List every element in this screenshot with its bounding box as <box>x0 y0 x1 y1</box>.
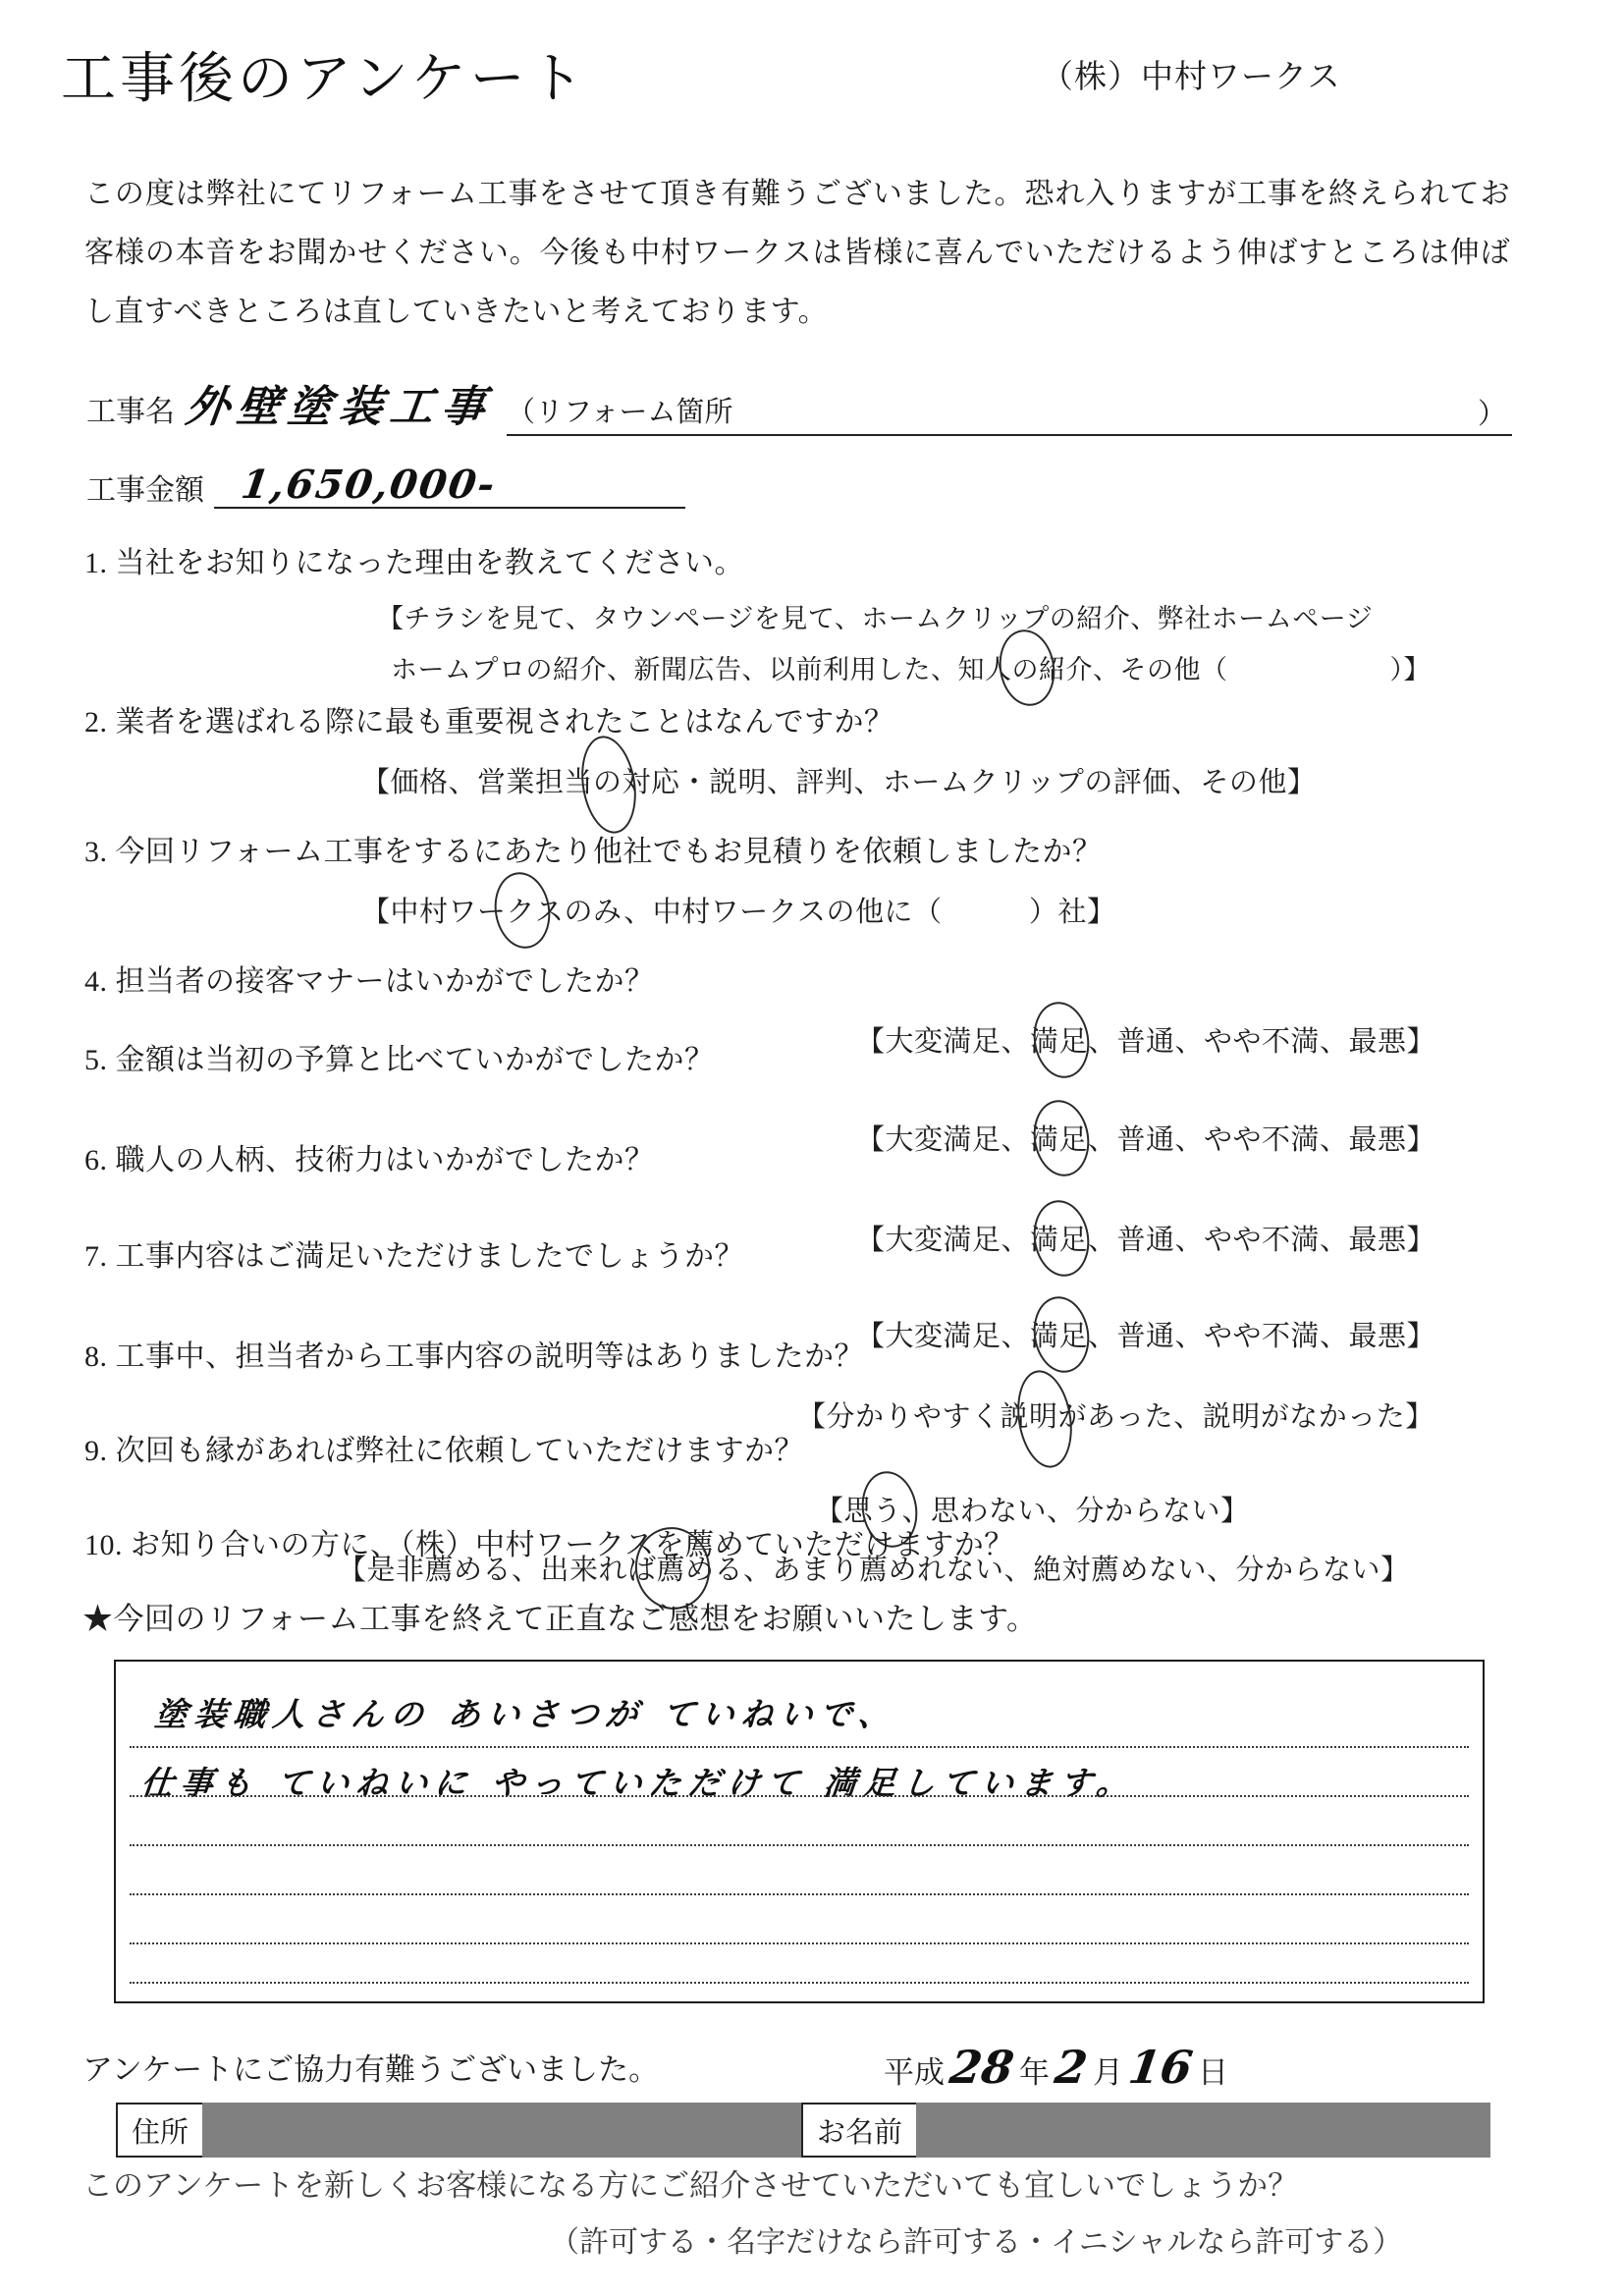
name-redacted-block <box>916 2103 1490 2158</box>
company-name: （株）中村ワークス <box>1041 60 1341 95</box>
question-1-options-b: 介、その他（ ）】 <box>1065 655 1431 684</box>
day-unit: 日 <box>1198 2055 1229 2090</box>
question-1-text: 当社をお知りになった理由を教えてください。 <box>115 547 744 579</box>
question-1-options-line-1[interactable]: 【チラシを見て、タウンページを見て、ホームクリップの紹介、弊社ホームページ <box>377 604 1374 633</box>
question-8-text: 工事中、担当者から工事内容の説明等はありましたか？ <box>115 1340 864 1373</box>
question-9-options-a: 【思 <box>815 1496 874 1527</box>
question-8-number: 8. <box>84 1340 108 1373</box>
question-2-text: 業者を選ばれる際に最も重要視されたことはなんですか？ <box>115 706 894 738</box>
question-7-answer-circle: 満足 <box>1030 1314 1088 1354</box>
question-3-answer-circle: ク <box>507 890 536 930</box>
question-3 <box>84 827 1103 870</box>
question-4-text: 担当者の接客マナーはいかがでしたか？ <box>115 965 655 998</box>
question-1-number: 1. <box>84 547 108 579</box>
question-7 <box>84 1231 744 1275</box>
page-title: 工事後のアンケート <box>61 49 588 110</box>
question-6-text: 職人の人柄、技術力はいかがでしたか？ <box>115 1144 655 1176</box>
month-unit: 月 <box>1093 2055 1124 2090</box>
question-10-number: 10. <box>84 1529 123 1561</box>
question-10-text: お知り合いの方に、（株）中村ワークスを薦めていただけますか？ <box>131 1529 1014 1561</box>
question-6-answer-circle: 満足 <box>1030 1218 1088 1258</box>
amount-underline <box>214 462 685 509</box>
project-name-field <box>86 371 1512 436</box>
question-5-text: 金額は当初の予算と比べていかがでしたか？ <box>115 1044 715 1076</box>
free-comment-prompt: ★今回のリフォーム工事を終えて正直なご感想をお願いいたします。 <box>82 1602 1038 1636</box>
question-6 <box>84 1135 655 1178</box>
question-3-options-a: 【中村ワー <box>361 897 507 928</box>
year-unit: 年 <box>1019 2055 1051 2090</box>
question-2-options[interactable] <box>361 760 1316 800</box>
free-comment-line-2: 仕事も ていねいに やっていただけて 満足しています。 <box>138 1764 1138 1802</box>
amount-value: 1,650,000- <box>238 462 500 508</box>
question-4 <box>84 957 655 1000</box>
question-7-number: 7. <box>84 1240 108 1273</box>
question-1-options-a: ホームプロの紹介、新聞広告、以前利用した、知 <box>391 655 985 684</box>
date-field <box>884 2041 1228 2094</box>
question-3-text: 今回リフォーム工事をするにあたり他社でもお見積りを依頼しましたか？ <box>115 836 1103 868</box>
question-9-number: 9. <box>84 1435 108 1467</box>
question-5-rating-options[interactable]: 【大変満足、満足、普通、やや不満、最悪】 <box>856 1118 1435 1158</box>
question-9-options-b: 、思わない、分からない】 <box>901 1496 1250 1527</box>
address-redacted-block <box>202 2103 801 2158</box>
name-label: お名前 <box>801 2103 916 2158</box>
question-3-options-b: スのみ、中村ワークスの他に（ ）社】 <box>535 897 1116 928</box>
question-7-rating-options[interactable]: 【大変満足、満足、普通、やや不満、最悪】 <box>856 1314 1435 1354</box>
question-7-text: 工事内容はご満足いただけましたでしょうか？ <box>115 1240 744 1273</box>
thanks-message: アンケートにご協力有難うございました。 <box>82 2052 660 2087</box>
comment-rule <box>130 1795 1469 1797</box>
question-5-number: 5. <box>84 1044 108 1076</box>
question-6-number: 6. <box>84 1144 108 1176</box>
project-name-value: 外壁塗装工事 <box>183 382 496 432</box>
era-label: 平成 <box>884 2055 945 2090</box>
question-10-answer-circle: 薦 <box>657 1548 686 1588</box>
question-9-text: 次回も縁があれば弊社に依頼していただけますか？ <box>115 1435 804 1467</box>
question-8-options-b: があった、説明がなかった】 <box>1057 1401 1434 1433</box>
comment-rule <box>130 1942 1469 1944</box>
amount-field <box>86 462 685 509</box>
free-comment-box[interactable] <box>114 1660 1485 2003</box>
question-1-options-line-2[interactable] <box>391 648 1431 686</box>
consent-question: このアンケートを新しくお客様になる方にご紹介させていただいても宜しいでしょうか？ <box>82 2168 1299 2203</box>
free-comment-line-1: 塗装職人さんの あいさつが ていねいで、 <box>152 1695 900 1733</box>
question-1 <box>84 538 744 581</box>
comment-rule <box>130 1844 1469 1846</box>
project-name-label: 工事名 <box>86 396 175 428</box>
question-2-options-a: 【価格、営業担当 <box>361 767 594 798</box>
question-10-options[interactable] <box>338 1548 1410 1588</box>
address-label: 住所 <box>116 2103 202 2158</box>
question-9 <box>84 1426 804 1469</box>
project-location-note: （リフォーム箇所 <box>507 397 733 428</box>
project-name-underline <box>507 387 1512 436</box>
question-1-answer-circle: 人の紹 <box>985 648 1066 686</box>
question-2-options-b: 対応・説明、評判、ホームクリップの評価、その他】 <box>622 767 1317 798</box>
question-4-answer-circle: 満足 <box>1030 1019 1088 1060</box>
question-8-options[interactable] <box>797 1394 1434 1435</box>
question-10-options-b: める、あまり薦めれない、絶対薦めない、分からない】 <box>685 1555 1410 1586</box>
comment-rule <box>130 1746 1469 1748</box>
question-4-number: 4. <box>84 965 108 998</box>
amount-label: 工事金額 <box>86 474 204 507</box>
question-3-options[interactable] <box>361 890 1115 930</box>
comment-rule <box>130 1982 1469 1984</box>
question-8 <box>84 1332 864 1375</box>
question-8-answer-circle: 明 <box>1029 1394 1058 1435</box>
question-2-answer-circle: の <box>593 760 622 800</box>
date-day-value: 16 <box>1125 2041 1196 2094</box>
identity-fields <box>116 2103 1490 2158</box>
comment-rule <box>130 1893 1469 1895</box>
question-5 <box>84 1035 715 1078</box>
consent-options[interactable]: （許可する・名字だけなら許可する・イニシャルなら許可する） <box>550 2226 1403 2259</box>
question-2 <box>84 697 894 740</box>
question-9-answer-circle: う <box>873 1489 902 1529</box>
date-month-value: 2 <box>1052 2041 1091 2094</box>
question-8-options-a: 【分かりやすく説 <box>797 1401 1030 1433</box>
project-location-paren: ） <box>1477 399 1506 430</box>
question-5-answer-circle: 満足 <box>1030 1118 1088 1158</box>
question-2-number: 2. <box>84 706 108 738</box>
question-6-rating-options[interactable]: 【大変満足、満足、普通、やや不満、最悪】 <box>856 1218 1435 1258</box>
date-year-value: 28 <box>947 2041 1017 2094</box>
question-3-number: 3. <box>84 836 108 868</box>
question-4-rating-options[interactable]: 【大変満足、満足、普通、やや不満、最悪】 <box>856 1019 1435 1060</box>
intro-paragraph: この度は弊社にてリフォーム工事をさせて頂き有難うございました。恐れ入りますが工事を終えられてお客様の本音をお聞かせください。今後も中村ワークスは皆様に喜んでいただけるよう伸ばすところは伸ばし直すべきところは直していきたいと考えております。 <box>84 178 1510 328</box>
question-10-options-a: 【是非薦める、出来れば <box>338 1555 657 1586</box>
